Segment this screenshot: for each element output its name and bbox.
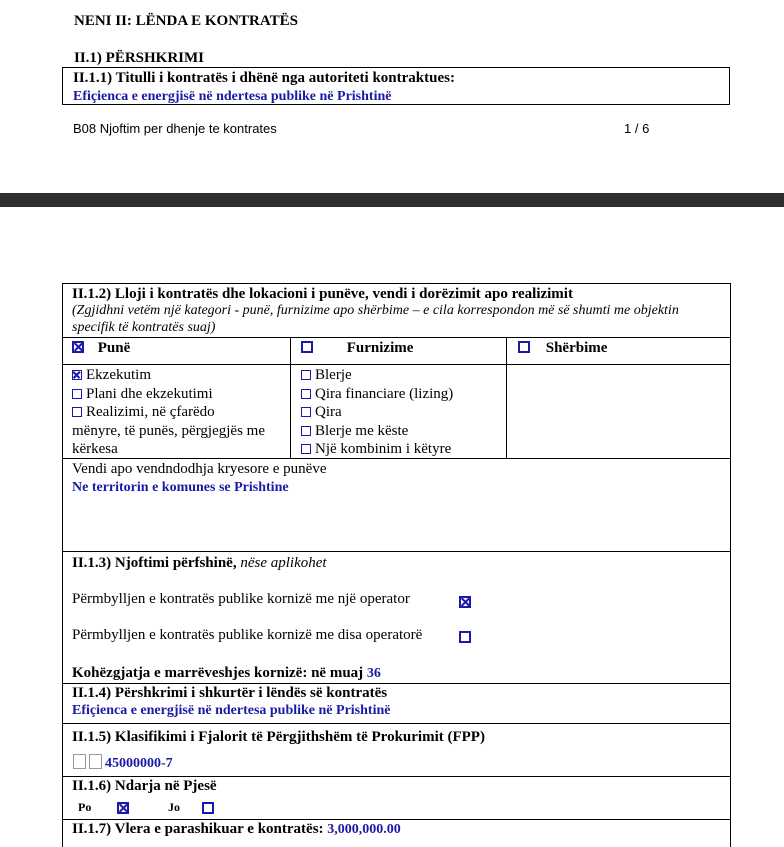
footer-doc-name: B08 Njoftim per dhenje te kontrates [73,121,277,136]
q115-label: II.1.5) Klasifikimi i Fjalorit të Përgjithshëm të Prokurimit (FPP) [72,729,485,745]
q117-value: 3,000,000.00 [327,822,401,837]
cpv-code: 45000000-7 [105,756,173,771]
yes-check[interactable] [117,802,129,814]
q114-label: II.1.4) Përshkrimi i shkurtër i lëndës së kontratës [72,685,388,701]
category-services-label: Shërbime [545,340,608,356]
works-option-plan[interactable]: Plani dhe ekzekutimi [72,385,265,404]
footer-page-number: 1 / 6 [624,121,650,136]
cpv-box-2[interactable] [89,754,102,769]
purchase-checkbox[interactable] [301,370,311,380]
cpv-box-1[interactable] [73,754,86,769]
q111-value: Efiçienca e energjisë në ndertesa publike në Prishtinë [73,89,392,104]
realization-checkbox[interactable] [72,407,82,417]
leasing-checkbox[interactable] [301,389,311,399]
services-checkbox[interactable] [518,341,530,353]
works-continuation-2: kërkesa [72,441,118,457]
supplies-checkbox[interactable] [301,341,313,353]
q113-heading [72,555,327,572]
location-value: Ne territorin e komunes se Prishtine [72,480,289,495]
category-works-label: Punë [97,340,131,356]
cpv-row [73,754,173,772]
one-operator-check[interactable] [459,596,471,608]
table-top-border [62,283,731,284]
duration-value: 36 [366,666,381,681]
works-options [72,366,265,459]
no-check[interactable] [202,802,214,814]
section-title: NENI II: LËNDA E KONTRATËS [74,13,298,29]
supplies-option-installments[interactable]: Blerje me këste [301,422,453,441]
many-operators-check[interactable] [459,631,471,643]
q114-value: Efiçienca e energjisë në ndertesa publike në Prishtinë [72,703,391,718]
rent-checkbox[interactable] [301,407,311,417]
q116-yes-label: Po [78,800,92,814]
one-operator-checkbox[interactable] [459,594,471,612]
q113-option-one-operator: Përmbylljen e kontratës publike kornizë me një operator [72,591,410,607]
category-services[interactable] [518,340,607,357]
supplies-options [301,366,453,459]
combination-checkbox[interactable] [301,444,311,454]
q113-italic: nëse aplikohet [240,555,327,571]
q116-yes-checkbox[interactable] [117,800,129,818]
q112-note-1: (Zgjidhni vetëm një kategori - punë, furnizime apo shërbime – e cila korrespondon më së shumti me objektin [72,303,679,318]
q112-note-2: specifik të kontratës suaj) [72,320,216,335]
category-supplies-label: Furnizime [346,340,414,356]
category-supplies[interactable] [301,340,413,357]
installments-checkbox[interactable] [301,426,311,436]
q113-option-many-operators: Përmbylljen e kontratës publike kornizë me disa operatorë [72,627,423,643]
q112-label: II.1.2) Lloji i kontratës dhe lokacioni i punëve, vendi i dorëzimit apo realizimit [72,286,573,302]
supplies-option-leasing[interactable]: Qira financiare (lizing) [301,385,453,404]
duration-row [72,665,381,682]
works-option-realization[interactable]: Realizimi, në çfarëdo [72,403,265,422]
works-checkbox[interactable] [72,341,84,353]
supplies-option-purchase[interactable]: Blerje [301,366,453,385]
q116-label: II.1.6) Ndarja në Pjesë [72,778,217,794]
table-left-border [62,283,63,847]
q116-no-label: Jo [168,800,180,814]
execution-checkbox[interactable] [72,370,82,380]
works-option-execution[interactable]: Ekzekutim [72,366,265,385]
q116-no-checkbox[interactable] [202,800,214,818]
supplies-option-rent[interactable]: Qira [301,403,453,422]
q113-label: II.1.3) Njoftimi përfshinë, [72,555,237,571]
q117-label: II.1.7) Vlera e parashikuar e kontratës: [72,821,324,837]
location-label: Vendi apo vendndodhja kryesore e punëve [72,461,327,477]
duration-label: Kohëzgjatja e marrëveshjes kornizë: në muaj [72,665,364,681]
many-operators-checkbox[interactable] [459,629,471,647]
subsection-title: II.1) PËRSHKRIMI [74,50,205,66]
q117-row [72,821,401,838]
works-continuation-1: mënyre, të punës, përgjegjës me [72,422,265,439]
page-separator [0,193,784,207]
category-works[interactable] [72,340,130,357]
plan-checkbox[interactable] [72,389,82,399]
table-right-border [730,283,731,847]
supplies-option-combination[interactable]: Një kombinim i këtyre [301,440,453,459]
q111-label: II.1.1) Titulli i kontratës i dhënë nga autoriteti kontraktues: [73,70,455,86]
